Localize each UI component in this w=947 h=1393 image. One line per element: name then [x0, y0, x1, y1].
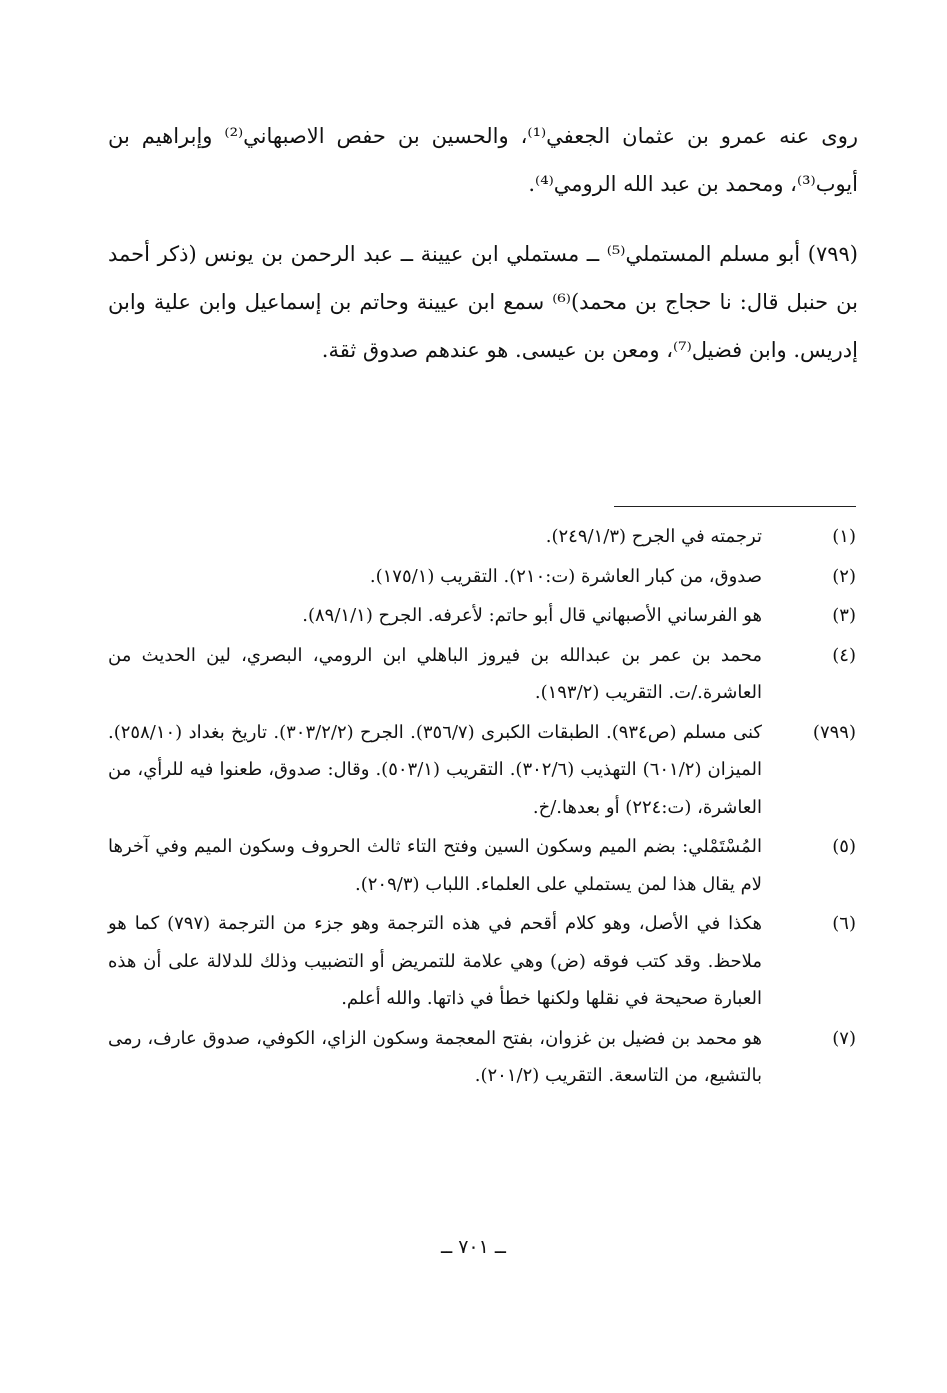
footnote-799 [108, 714, 856, 827]
footnotes [108, 518, 856, 1097]
footnote-number: (٣) [832, 605, 856, 626]
footnote-2 [108, 558, 856, 596]
footnote-text: ترجمته في الجرح (٢٤٩/١/٣). [545, 526, 762, 547]
main-text [108, 112, 858, 374]
footnote-text: كنى مسلم (ص٩٣٤). الطبقات الكبرى (٣٥٦/٧). الجرح (٣٠٣/٢/٢). تاريخ بغداد (٢٥٨/١٠). الميزان (٦٠١/٢) التهذيب (٣٠٢/٦). التقريب (٥٠٣/١). وقال: صدوق، طعنوا فيه للرأي، من العاشرة، (ت:٢٢٤) أو بعدها./خ. [108, 721, 762, 818]
footnote-text: هو الفرساني الأصبهاني قال أبو حاتم: لأعرفه. الجرح (٨٩/١/١). [302, 605, 762, 626]
footnote-text: صدوق، من كبار العاشرة (ت:٢١٠). التقريب (١٧٥/١). [369, 565, 762, 587]
footnote-5 [108, 828, 856, 903]
footnote-3 [108, 597, 856, 635]
footnote-number: (١) [832, 526, 856, 547]
footnote-separator [614, 506, 856, 507]
main-paragraph-2: (٧٩٩) أبو مسلم المستملي⁽⁵⁾ ــ مستملي ابن عيينة ــ عبد الرحمن بن يونس (ذكر أحمد بن حنبل قال: نا حجاج بن محمد)⁽⁶⁾ سمع ابن عيينة وحاتم بن إسماعيل وابن علية وابن إدريس. وابن فضيل⁽⁷⁾، ومعن بن عيسى. هو عندهم صدوق ثقة. [108, 242, 858, 362]
footnote-text: هو محمد بن فضيل بن غزوان، بفتح المعجمة وسكون الزاي، الكوفي، صدوق عارف، رمى بالتشيع، من التاسعة. التقريب (٢٠١/٢). [108, 1027, 762, 1086]
footnote-text: هكذا في الأصل، وهو كلام أقحم في هذه الترجمة وهو جزء من الترجمة (٧٩٧) كما هو ملاحظ. وقد كتب فوقه (ض) وهي علامة للتمريض أو التضبيب وذلك للدلالة على أن هذه العبارة صحيحة في نقلها ولكنها خطأ في ذاتها. والله أعلم. [108, 913, 763, 1009]
main-paragraph-1: روى عنه عمرو بن عثمان الجعفي⁽¹⁾، والحسين بن حفص الاصبهاني⁽²⁾ وإبراهيم بن أيوب⁽³⁾، ومحمد بن عبد الله الرومي⁽⁴⁾. [108, 124, 859, 196]
footnote-1 [108, 518, 856, 556]
footnote-number: (٦) [832, 913, 856, 934]
footnote-6 [108, 905, 856, 1018]
footnote-4 [108, 637, 856, 712]
footnote-number: (٤) [832, 644, 856, 666]
footnote-7 [108, 1020, 856, 1095]
footnote-text: محمد بن عمر بن عبدالله بن فيروز الباهلي ابن الرومي، البصري، لين الحديث من العاشرة./ت. التقريب (١٩٣/٢). [108, 644, 762, 703]
footnote-number: (٢) [832, 565, 856, 587]
footnote-number: (٥) [832, 836, 856, 857]
footnote-number: (٧٩٩) [812, 721, 856, 743]
footnote-text: المُسْتَمْلي: بضم الميم وسكون السين وفتح التاء ثالث الحروف وسكون الميم وفي آخرها لام يقال هذا لمن يستملي على العلماء. اللباب (٢٠٩/٣). [108, 836, 762, 895]
footnote-number: (٧) [832, 1027, 856, 1049]
page-number: ــ ٧٠١ ــ [441, 1236, 506, 1258]
